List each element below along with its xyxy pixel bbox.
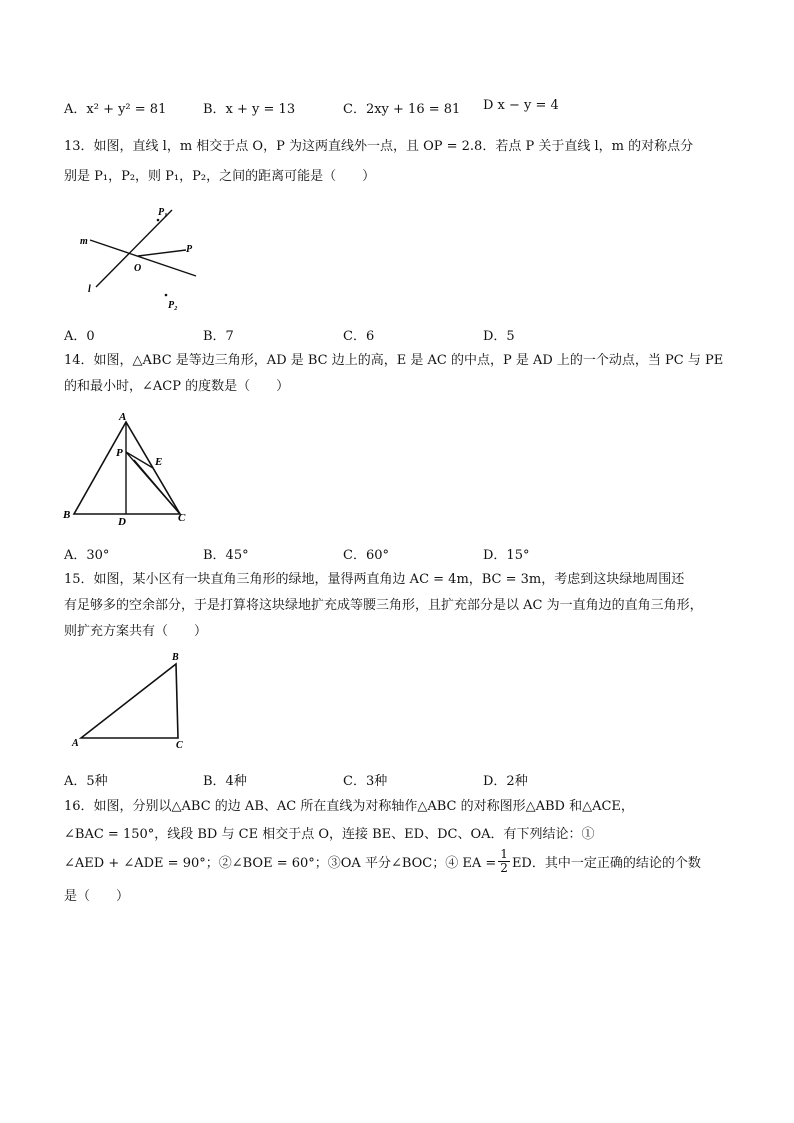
label-p1: P₁: [158, 207, 168, 218]
label-d: D: [118, 516, 126, 528]
label-p: P: [116, 447, 123, 459]
segment-ec: [134, 460, 180, 514]
q12-option-c: C．2xy + 16 = 81: [343, 102, 461, 117]
q15-option-d: D．2种: [483, 774, 528, 789]
q13-option-d: D．5: [483, 329, 515, 344]
q15-option-b: B．4种: [203, 774, 247, 789]
q15-text-line1: 15．如图，某小区有一块直角三角形的绿地，量得两直角边 AC = 4m，BC = 3m，考虑到这块绿地周围还: [64, 572, 685, 587]
q15-option-c: C．3种: [343, 774, 388, 789]
q15-option-a: A．5种: [64, 774, 108, 789]
q15-text-line3: 则扩充方案共有（ ）: [64, 624, 208, 639]
label-a: A: [72, 738, 79, 749]
q12-option-a: A．x² + y² = 81: [64, 102, 167, 117]
label-e: E: [155, 456, 163, 468]
q13-option-c: C．6: [343, 329, 375, 344]
q15-text-line2: 有足够多的空余部分，于是打算将这块绿地扩充成等腰三角形，且扩充部分是以 AC 为一直角边的直角三角形，: [64, 598, 703, 613]
q14-option-d: D．15°: [483, 548, 530, 563]
q16-text-line4: 是（ ）: [64, 889, 130, 904]
fraction-denominator: 2: [500, 861, 508, 875]
q16-line3-part2: ED．其中一定正确的结论的个数: [511, 856, 701, 871]
q16-text-line3: [64, 848, 701, 875]
q14-option-b: B．45°: [203, 548, 249, 563]
q12-option-b: B．x + y = 13: [203, 102, 296, 117]
q14-text-line1: 14．如图，△ABC 是等边三角形，AD 是 BC 边上的高，E 是 AC 的中点，P 是 AD 上的一个动点，当 PC 与 PE: [64, 353, 724, 368]
label-p2: P₂: [168, 300, 178, 311]
label-b: B: [63, 509, 71, 521]
label-b: B: [172, 652, 179, 663]
q14-text-line2: 的和最小时，∠ACP 的度数是（ ）: [64, 379, 290, 394]
q13-option-b: B．7: [203, 329, 234, 344]
label-p: P: [186, 244, 193, 255]
line-m: [90, 240, 196, 276]
triangle-abc: [81, 664, 178, 738]
point-p2: [165, 294, 168, 297]
label-l: l: [88, 284, 91, 295]
q12-option-d: D x − y = 4: [483, 98, 559, 113]
triangle-abc: [74, 422, 180, 514]
q14-option-c: C．60°: [343, 548, 389, 563]
q16-text-line2: ∠BAC = 150°，线段 BD 与 CE 相交于点 O，连接 BE、ED、DC、OA．有下列结论：①: [64, 827, 595, 842]
q16-text-line1: 16．如图，分别以△ABC 的边 AB、AC 所在直线为对称轴作△ABC 的对称图形△ABD 和△ACE，: [64, 799, 634, 814]
segment-op: [138, 250, 186, 256]
q13-option-a: A．0: [64, 329, 95, 344]
point-p1: [157, 219, 160, 222]
fraction-numerator: 1: [500, 847, 508, 861]
label-m: m: [80, 236, 88, 247]
label-c: C: [176, 740, 183, 750]
q13-text-line2: 别是 P₁，P₂，则 P₁，P₂，之间的距离可能是（ ）: [64, 169, 376, 184]
q14-option-a: A．30°: [64, 548, 110, 563]
q13-figure: [76, 200, 206, 312]
q16-line3-part1: ∠AED + ∠ADE = 90°；②∠BOE = 60°；③OA 平分∠BOC；④ EA =: [64, 856, 497, 871]
line-l: [96, 210, 172, 287]
q13-text-line1: 13．如图，直线 l，m 相交于点 O，P 为这两直线外一点，且 OP = 2.8．若点 P 关于直线 l，m 的对称点分: [64, 139, 694, 154]
label-o: O: [134, 263, 142, 274]
label-c: C: [178, 512, 186, 524]
q14-figure: [60, 408, 195, 528]
label-a: A: [119, 411, 127, 423]
q16-fraction-half: [498, 848, 510, 875]
q15-figure: [66, 650, 196, 750]
